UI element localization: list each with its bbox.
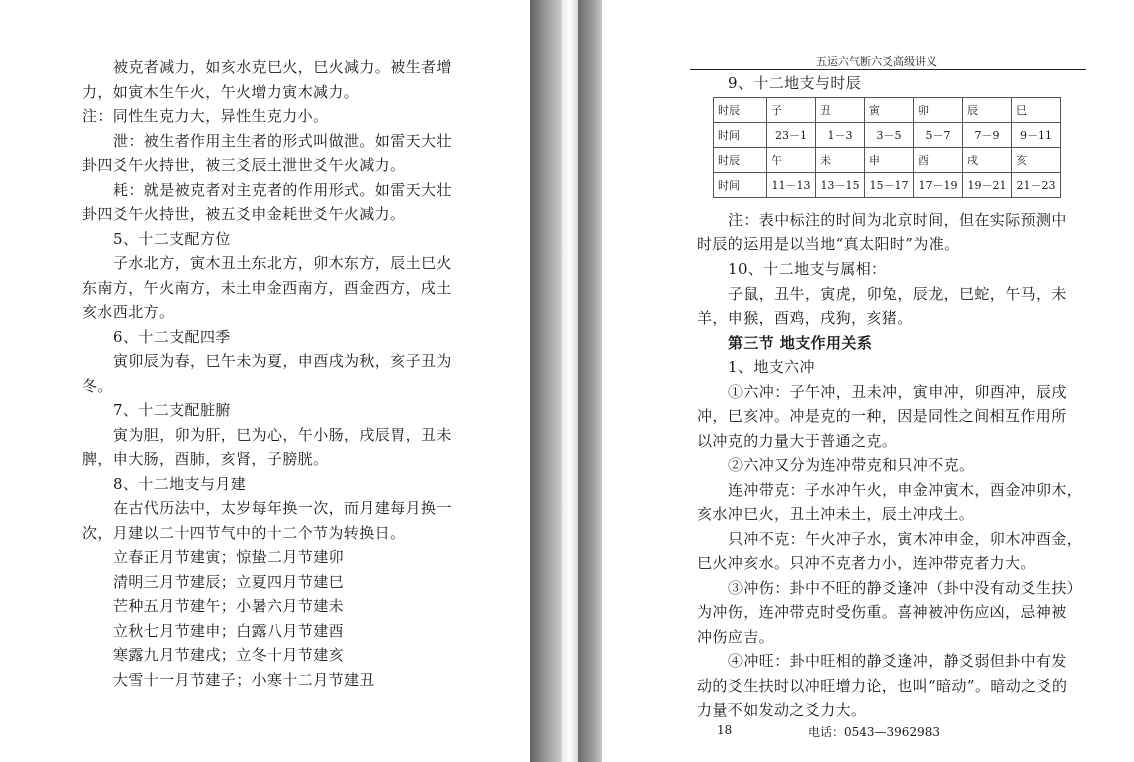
table-row	[714, 98, 1061, 123]
table-cell: 23－1	[767, 123, 816, 148]
table-cell: 时辰	[714, 148, 767, 173]
note-line: 注：同性生克力大，异性生克力小。	[82, 107, 329, 125]
text-line: 以冲克的力量大于普通之克。	[697, 432, 898, 450]
table-cell: 时间	[714, 123, 767, 148]
text-line: 时辰的运用是以当地“真太阳时”为准。	[697, 235, 960, 253]
text-line: 东南方，午火南方，未土申金西南方，酉金西方，戌土	[82, 279, 452, 297]
month-line: 寒露九月节建戌；立冬十月节建亥	[113, 646, 345, 664]
page-number: 18	[717, 723, 733, 737]
month-line: 清明三月节建辰；立夏四月节建巳	[113, 573, 345, 591]
table-cell: 19－21	[963, 173, 1012, 198]
table-cell: 申	[865, 148, 914, 173]
text-line: 子鼠，丑牛，寅虎，卯兔，辰龙，巳蛇，午马，未	[728, 285, 1067, 303]
table-cell: 3－5	[865, 123, 914, 148]
text-line: 只冲不克：午火冲子水，寅木冲申金，卯木冲酉金，	[728, 530, 1083, 548]
text-line: 寅为胆，卯为肝，巳为心，午小肠，戌辰胃，丑未	[113, 426, 452, 444]
table-cell: 未	[816, 148, 865, 173]
text-line: 次，月建以二十四节气中的十二个节为转换日。	[82, 524, 406, 542]
text-line: 泄：被生者作用主生者的形式叫做泄。如雷天大壮	[113, 132, 452, 150]
text-line: ②六冲又分为连冲带克和只冲不克。	[728, 456, 975, 474]
text-line: 动的爻生扶时以冲旺增力论，也叫“暗动”。暗动之爻的	[697, 677, 1068, 695]
text-line: 在古代历法中，太岁每年换一次，而月建每月换一	[113, 499, 452, 517]
header-rule	[690, 69, 1086, 70]
section-heading: 8、十二地支与月建	[113, 475, 247, 493]
table-cell: 子	[767, 98, 816, 123]
running-header: 五运六气断六爻高级讲义	[816, 55, 937, 68]
table-cell: 21－23	[1012, 173, 1061, 198]
text-line: 冲伤应吉。	[697, 628, 775, 646]
table-cell: 15－17	[865, 173, 914, 198]
section-heading: 6、十二支配四季	[113, 328, 231, 346]
section-heading: 1、地支六冲	[728, 358, 815, 376]
month-line: 芒种五月节建午；小暑六月节建未	[113, 597, 345, 615]
table-cell: 辰	[963, 98, 1012, 123]
text-line: 力量不如发动之爻力大。	[697, 701, 867, 719]
table-cell: 卯	[914, 98, 963, 123]
text-line: 羊，申猴，酉鸡，戌狗，亥猪。	[697, 309, 913, 327]
text-line: ④冲旺：卦中旺相的静爻逢冲，静爻弱但卦中有发	[728, 652, 1067, 670]
text-line: ①六冲：子午冲，丑未冲，寅申冲，卯酉冲，辰戌	[728, 383, 1067, 401]
binding-gutter-dark	[528, 0, 562, 762]
table-cell: 7－9	[963, 123, 1012, 148]
binding-gutter-light	[562, 0, 578, 762]
table-cell: 5－7	[914, 123, 963, 148]
text-line: 脾，申大肠，酉肺，亥肾，子膀胱。	[82, 450, 329, 468]
table-cell: 17－19	[914, 173, 963, 198]
text-line: 连冲带克：子水冲午火，申金冲寅木，酉金冲卯木，	[728, 481, 1083, 499]
table-cell: 时辰	[714, 98, 767, 123]
table-cell: 1－3	[816, 123, 865, 148]
text-line: 亥水冲巳火，丑土冲未土，辰土冲戌土。	[697, 505, 975, 523]
table-cell: 寅	[865, 98, 914, 123]
month-line: 大雪十一月节建子；小寒十二月节建丑	[113, 671, 375, 689]
text-line: 卦四爻午火持世，被五爻申金耗世爻午火减力。	[82, 205, 406, 223]
month-line: 立秋七月节建申；白露八月节建酉	[113, 622, 345, 640]
section-heading: 7、十二支配脏腑	[113, 401, 231, 419]
text-line: 力，如寅木生午火，午火增力寅木减力。	[82, 83, 360, 101]
chapter-heading: 第三节 地支作用关系	[728, 334, 873, 352]
month-line: 立春正月节建寅；惊蛰二月节建卯	[113, 548, 345, 566]
text-line: 耗：就是被克者对主克者的作用形式。如雷天大壮	[113, 181, 452, 199]
note-line: 注：表中标注的时间为北京时间，但在实际预测中	[728, 211, 1067, 229]
section-heading: 10、十二地支与属相：	[728, 260, 887, 278]
text-line: 亥水西北方。	[82, 303, 175, 321]
table-cell: 13－15	[816, 173, 865, 198]
table-row	[714, 173, 1061, 198]
table-row	[714, 148, 1061, 173]
text-line: 被克者减力，如亥水克巳火，巳火减力。被生者增	[113, 58, 452, 76]
text-line: 冬。	[82, 377, 113, 395]
table-cell: 巳	[1012, 98, 1061, 123]
table-cell: 时间	[714, 173, 767, 198]
binding-gutter-dark-right	[578, 0, 602, 762]
text-line: 为冲伤，连冲带克时受伤重。喜神被冲伤应凶，忌神被	[697, 603, 1067, 621]
table-cell: 亥	[1012, 148, 1061, 173]
text-line: 巳火冲亥水。只冲不克者力小，连冲带克者力大。	[697, 554, 1036, 572]
table-cell: 午	[767, 148, 816, 173]
text-line: 卦四爻午火持世，被三爻辰土泄世爻午火减力。	[82, 156, 406, 174]
section-heading: 5、十二支配方位	[113, 230, 231, 248]
table-cell: 9－11	[1012, 123, 1061, 148]
text-line: 寅卯辰为春，巳午未为夏，申酉戌为秋，亥子丑为	[113, 352, 452, 370]
branch-hour-table	[713, 97, 1061, 198]
table-cell: 酉	[914, 148, 963, 173]
table-cell: 丑	[816, 98, 865, 123]
section-heading: 9、十二地支与时辰	[728, 74, 862, 92]
table-cell: 11－13	[767, 173, 816, 198]
table-row	[714, 123, 1061, 148]
footer-phone: 电话：0543—3962983	[808, 725, 940, 739]
text-line: ③冲伤：卦中不旺的静爻逢冲（卦中没有动爻生扶）	[728, 579, 1083, 597]
table-cell: 戌	[963, 148, 1012, 173]
text-line: 子水北方，寅木丑土东北方，卯木东方，辰土巳火	[113, 254, 452, 272]
text-line: 冲，巳亥冲。冲是克的一种，因是同性之间相互作用所	[697, 407, 1067, 425]
